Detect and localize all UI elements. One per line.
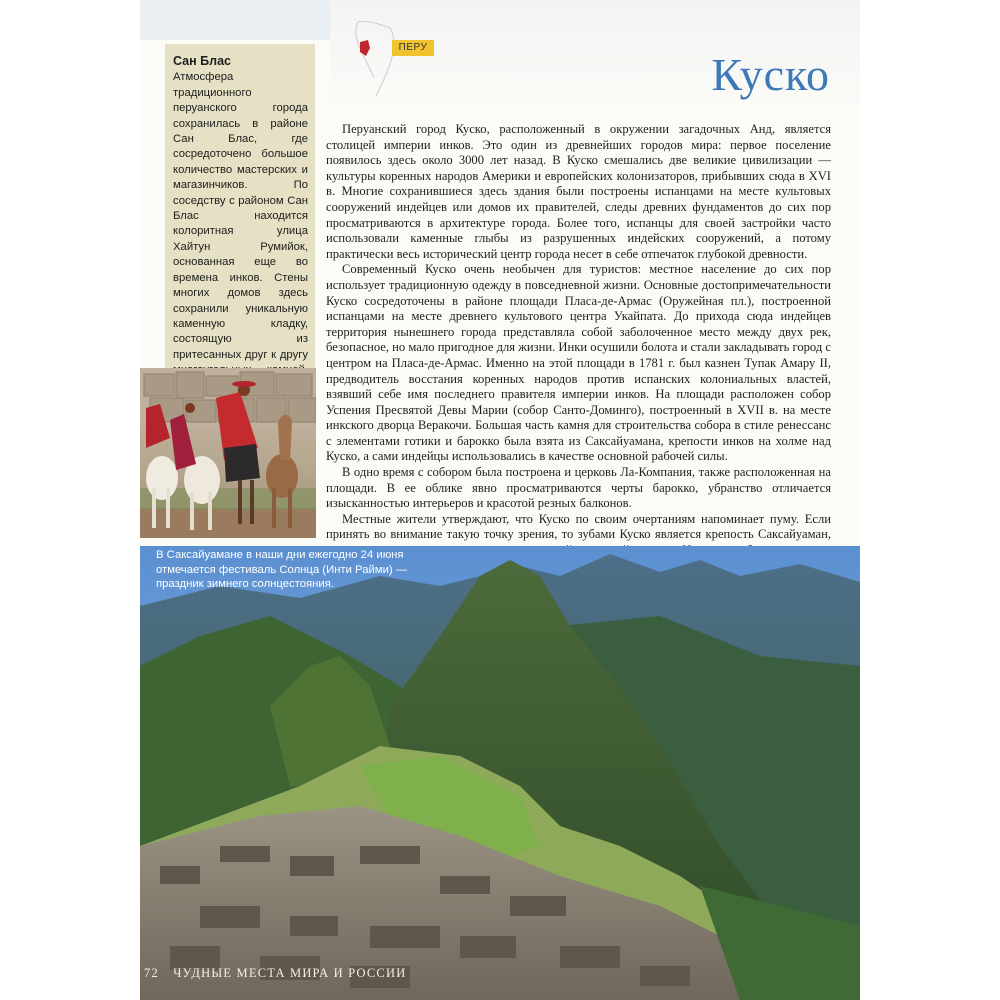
page-title: Куско bbox=[711, 49, 830, 100]
llama-photo bbox=[140, 368, 316, 538]
peru-map-icon bbox=[350, 18, 400, 98]
machu-picchu-photo bbox=[140, 546, 860, 1000]
article-paragraph: Перуанский город Куско, расположенный в окружении загадочных Анд, является столицей империи инков. Это один из древнейших городов мира: первое поселение появилось здесь около 3000 лет назад. В Куско смешались две великие цивилизации — культуры коренных народов Америки и европейских колонизаторов, прибывших сюда в XVI в. Многие сохранившиеся здесь здания были построены испанцами на месте культовых сооружений индейцев или домов их правителей, следы древних фундаментов до сих пор просматриваются в архитектуре города. Более того, испанцы для своей застройки часто использовали каменные глыбы из разрушенных индейских сооружений, а потому практически весь исторический центр города несет в себе отпечаток глубокой древности. bbox=[326, 122, 831, 261]
magazine-page bbox=[140, 0, 860, 1000]
country-tag: ПЕРУ bbox=[392, 40, 434, 56]
photo-caption: В Саксайуамане в наши дни ежегодно 24 июня отмечается фестиваль Солнца (Инти Райми) — праздник зимнего солнцестояния. bbox=[156, 549, 408, 590]
page-number: 72 bbox=[144, 966, 159, 980]
article-paragraph: Местные жители утверждают, что Куско по своим очертаниям напоминает пуму. Если принять во внимание такую точку зрения, то зубами Куско является крепость Саксайуаман, bbox=[326, 511, 831, 542]
article-paragraph: В одно время с собором была построена и церковь Ла-Компания, также расположенная на площади. В ее облике явно просматриваются черты барокко, убранство отличается изысканностью интерьеров и красотой резных балконов. bbox=[326, 465, 831, 511]
sidebar-box bbox=[165, 44, 315, 368]
sidebar-title: Сан Блас bbox=[173, 54, 231, 68]
book-title: ЧУДНЫЕ МЕСТА МИРА И РОССИИ bbox=[173, 966, 407, 980]
article-body bbox=[326, 122, 831, 559]
sidebar-text: Атмосфера традиционного перуанского города сохранилась в районе Сан Блас, где сосредоточено большое количество мастерских и магазинчиков. По соседству с районом Сан Блас находится колоритная улица Хайтун Румийок, основанная еще во времена инков. Стены многих домов здесь сохранили уникальную каменную кладку, состоящую из притесанных друг к другу bbox=[173, 71, 308, 361]
top-band bbox=[140, 0, 330, 40]
page-footer bbox=[144, 966, 406, 981]
article-paragraph: Современный Куско очень необычен для туристов: местное население до сих пор использует традиционную одежду в повседневной жизни. Основные достопримечательности Куско сосредоточены в районе площади Пласа-де-Армас (Оружейная пл.), построенной испанцами на месте древнего культового центра Укайпата. До прихода сюда индейцев территория нынешнего города представляла собой заболоченное место между двух рек, безопасное, но мало пригодное для жизни. Инки осушили болота и стали закладывать город с центром на Пласа-де-Армас. Именно на этой площади в 1781 г. был казнен Тупак Амару II, предводитель восстания коренных народов против испанских колониальных властей, взявший себе имя последнего правителя империи инков. На площади расположен собор Успения Пресвятой Девы Марии (собор Санто-Доминго), построенный в XVII в. на месте инкского дворца Веракочи. Большая часть камня для строительства собора в стиле ренессанс с элементами готики и барокко была взята из Саксайуамана, крепости инков на холме над Куско, а сами индейцы использовались в качестве основной рабочей силы. bbox=[326, 262, 831, 464]
